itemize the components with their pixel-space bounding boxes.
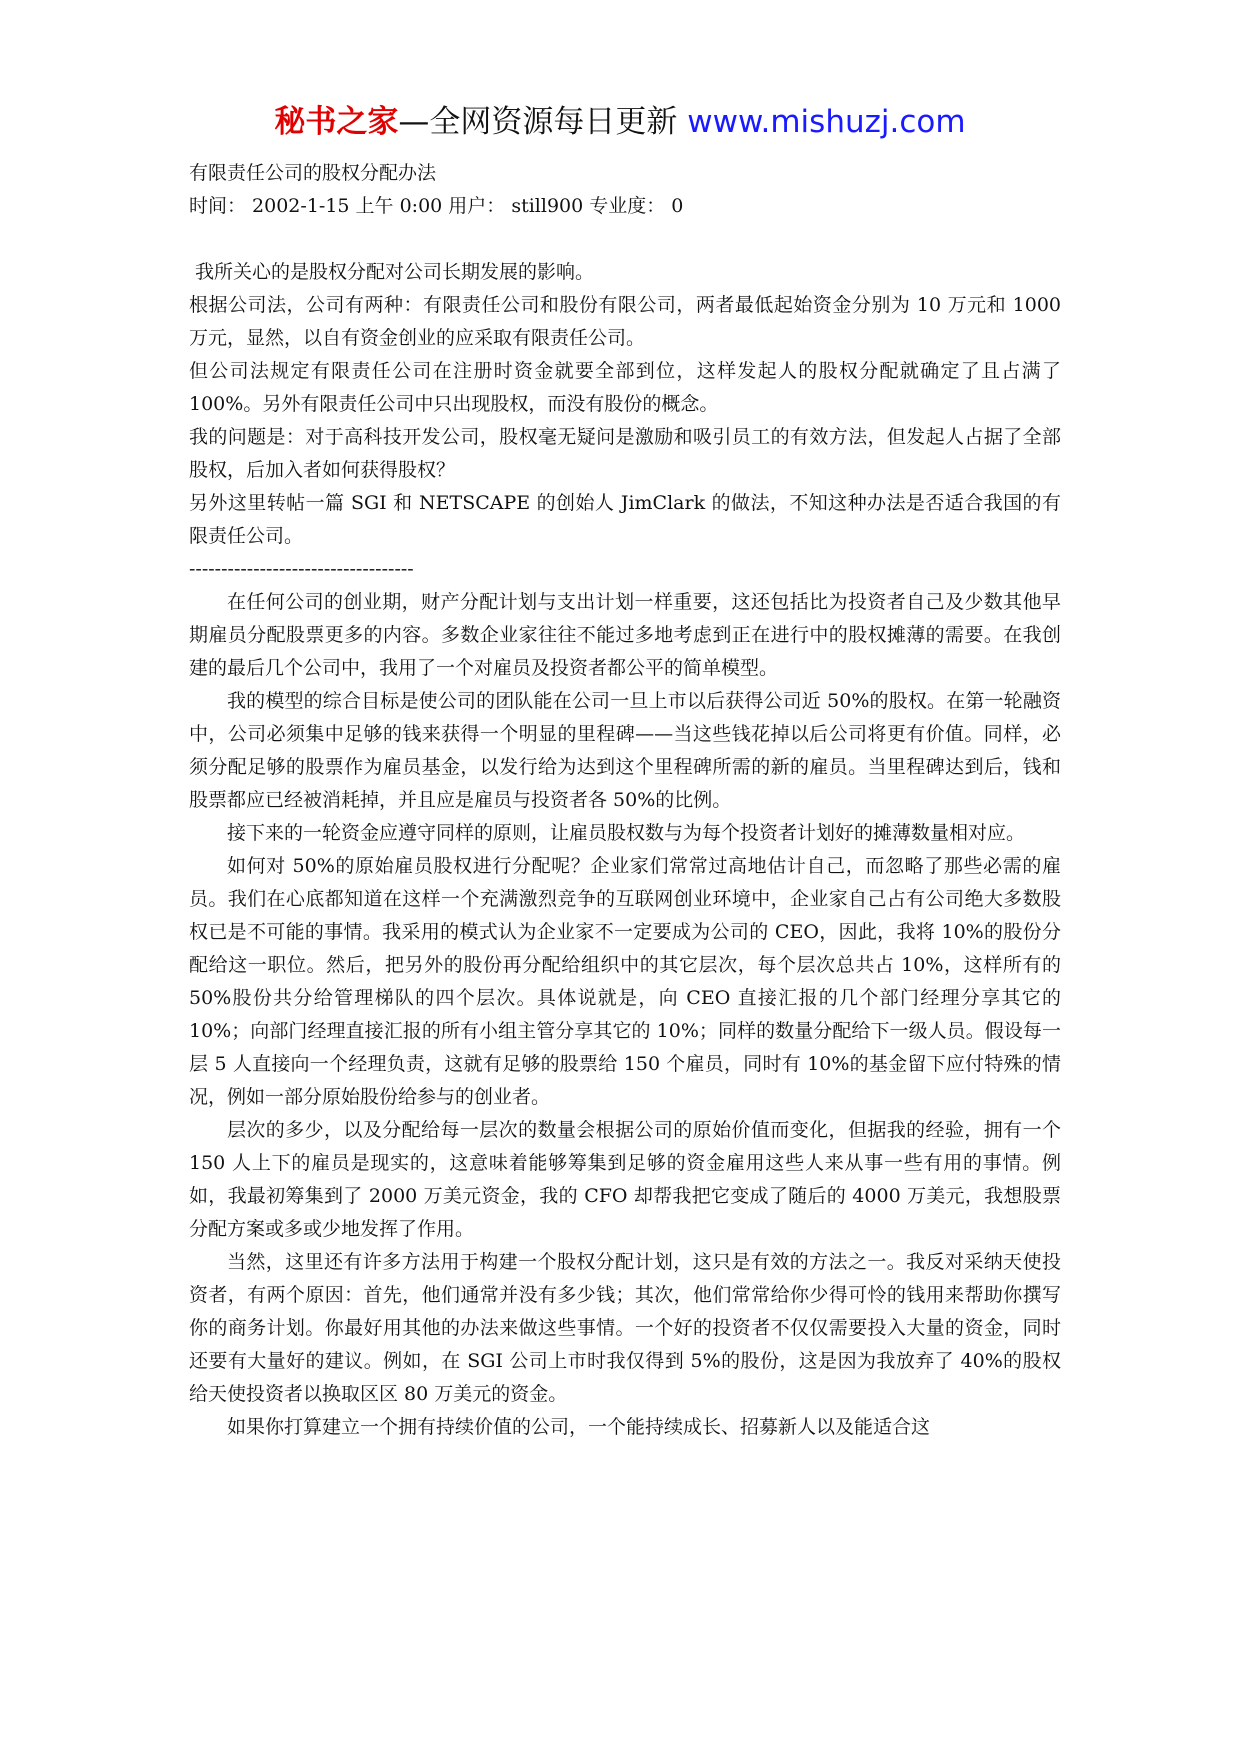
question-paragraph: 我所关心的是股权分配对公司长期发展的影响。 <box>189 261 595 283</box>
body-paragraph: 如何对 50%的原始雇员股权进行分配呢？企业家们常常过高地估计自己，而忽略了那些必需的雇员。我们在心底都知道在这样一个充满激烈竞争的互联网创业环境中，企业家自己占有公司绝大多数股权已是不可能的事情。我采用的模式认为企业家不一定要成为公司的 CEO，因此，我将 10%的股份分配给这一职位。然后，把另外的股份再分配给组织中的其它层次，每个层次总共占 10%，这样所有的 50%股份共分给管理梯队的四个层次。具体说就是，向 CEO 直接汇报的几个部门经理分享其它的 10%；向部门经理直接汇报的所有小组主管分享其它的 10%；同样的数量分配给下一级人员。假设每一层 5 人直接向一个经理负责，这就有足够的股票给 150 个雇员，同时有 10%的基金留下应付特殊的情况，例如一部分原始股份给参与的创业者。 <box>189 855 1061 1108</box>
site-banner <box>0 100 1240 144</box>
body-paragraph: 我的模型的综合目标是使公司的团队能在公司一旦上市以后获得公司近 50%的股权。在第一轮融资中，公司必须集中足够的钱来获得一个明显的里程碑——当这些钱花掉以后公司将更有价值。同样，必须分配足够的股票作为雇员基金，以发行给为达到这个里程碑所需的新的雇员。当里程碑达到后，钱和股票都应已经被消耗掉，并且应是雇员与投资者各 50%的比例。 <box>189 690 1061 811</box>
article-title: 有限责任公司的股权分配办法 <box>189 162 437 184</box>
body-paragraph: 接下来的一轮资金应遵守同样的原则，让雇员股权数与为每个投资者计划好的摊薄数量相对应。 <box>227 822 1026 844</box>
blank-line <box>189 223 1061 256</box>
question-paragraph: 另外这里转帖一篇 SGI 和 NETSCAPE 的创始人 JimClark 的做法，不知这种办法是否适合我国的有限责任公司。 <box>189 492 1061 547</box>
banner-brand: 秘书之家 <box>274 104 399 140</box>
question-paragraph: 我的问题是：对于高科技开发公司，股权毫无疑问是激励和吸引员工的有效方法，但发起人占据了全部股权，后加入者如何获得股权？ <box>189 426 1061 481</box>
body-paragraph: 如果你打算建立一个拥有持续价值的公司，一个能持续成长、招募新人以及能适合这 <box>227 1416 931 1438</box>
section-divider: ----------------------------------- <box>189 558 414 580</box>
body-paragraph: 在任何公司的创业期，财产分配计划与支出计划一样重要，这还包括比为投资者自己及少数其他早期雇员分配股票更多的内容。多数企业家往往不能过多地考虑到正在进行中的股权摊薄的需要。在我创建的最后几个公司中，我用了一个对雇员及投资者都公平的简单模型。 <box>189 591 1061 679</box>
banner-url-link[interactable]: www.mishuzj.com <box>687 104 966 140</box>
article-meta: 时间： 2002-1-15 上午 0:00 用户： still900 专业度： 0 <box>189 195 684 217</box>
question-paragraph: 根据公司法，公司有两种：有限责任公司和股份有限公司，两者最低起始资金分别为 10 万元和 1000 万元，显然，以自有资金创业的应采取有限责任公司。 <box>189 294 1061 349</box>
article-content <box>189 157 1061 1444</box>
banner-tagline: —全网资源每日更新 <box>398 104 678 140</box>
body-paragraph: 层次的多少，以及分配给每一层次的数量会根据公司的原始价值而变化，但据我的经验，拥有一个 150 人上下的雇员是现实的，这意味着能够筹集到足够的资金雇用这些人来从事一些有用的事情。例如，我最初筹集到了 2000 万美元资金，我的 CFO 却帮我把它变成了随后的 4000 万美元，我想股票分配方案或多或少地发挥了作用。 <box>189 1119 1061 1240</box>
body-paragraph: 当然，这里还有许多方法用于构建一个股权分配计划，这只是有效的方法之一。我反对采纳天使投资者，有两个原因：首先，他们通常并没有多少钱；其次，他们常常给你少得可怜的钱用来帮助你撰写你的商务计划。你最好用其他的办法来做这些事情。一个好的投资者不仅仅需要投入大量的资金，同时还要有大量好的建议。例如，在 SGI 公司上市时我仅得到 5%的股份，这是因为我放弃了 40%的股权给天使投资者以换取区区 80 万美元的资金。 <box>189 1251 1061 1405</box>
question-paragraph: 但公司法规定有限责任公司在注册时资金就要全部到位，这样发起人的股权分配就确定了且占满了 100%。另外有限责任公司中只出现股权，而没有股份的概念。 <box>189 360 1061 415</box>
